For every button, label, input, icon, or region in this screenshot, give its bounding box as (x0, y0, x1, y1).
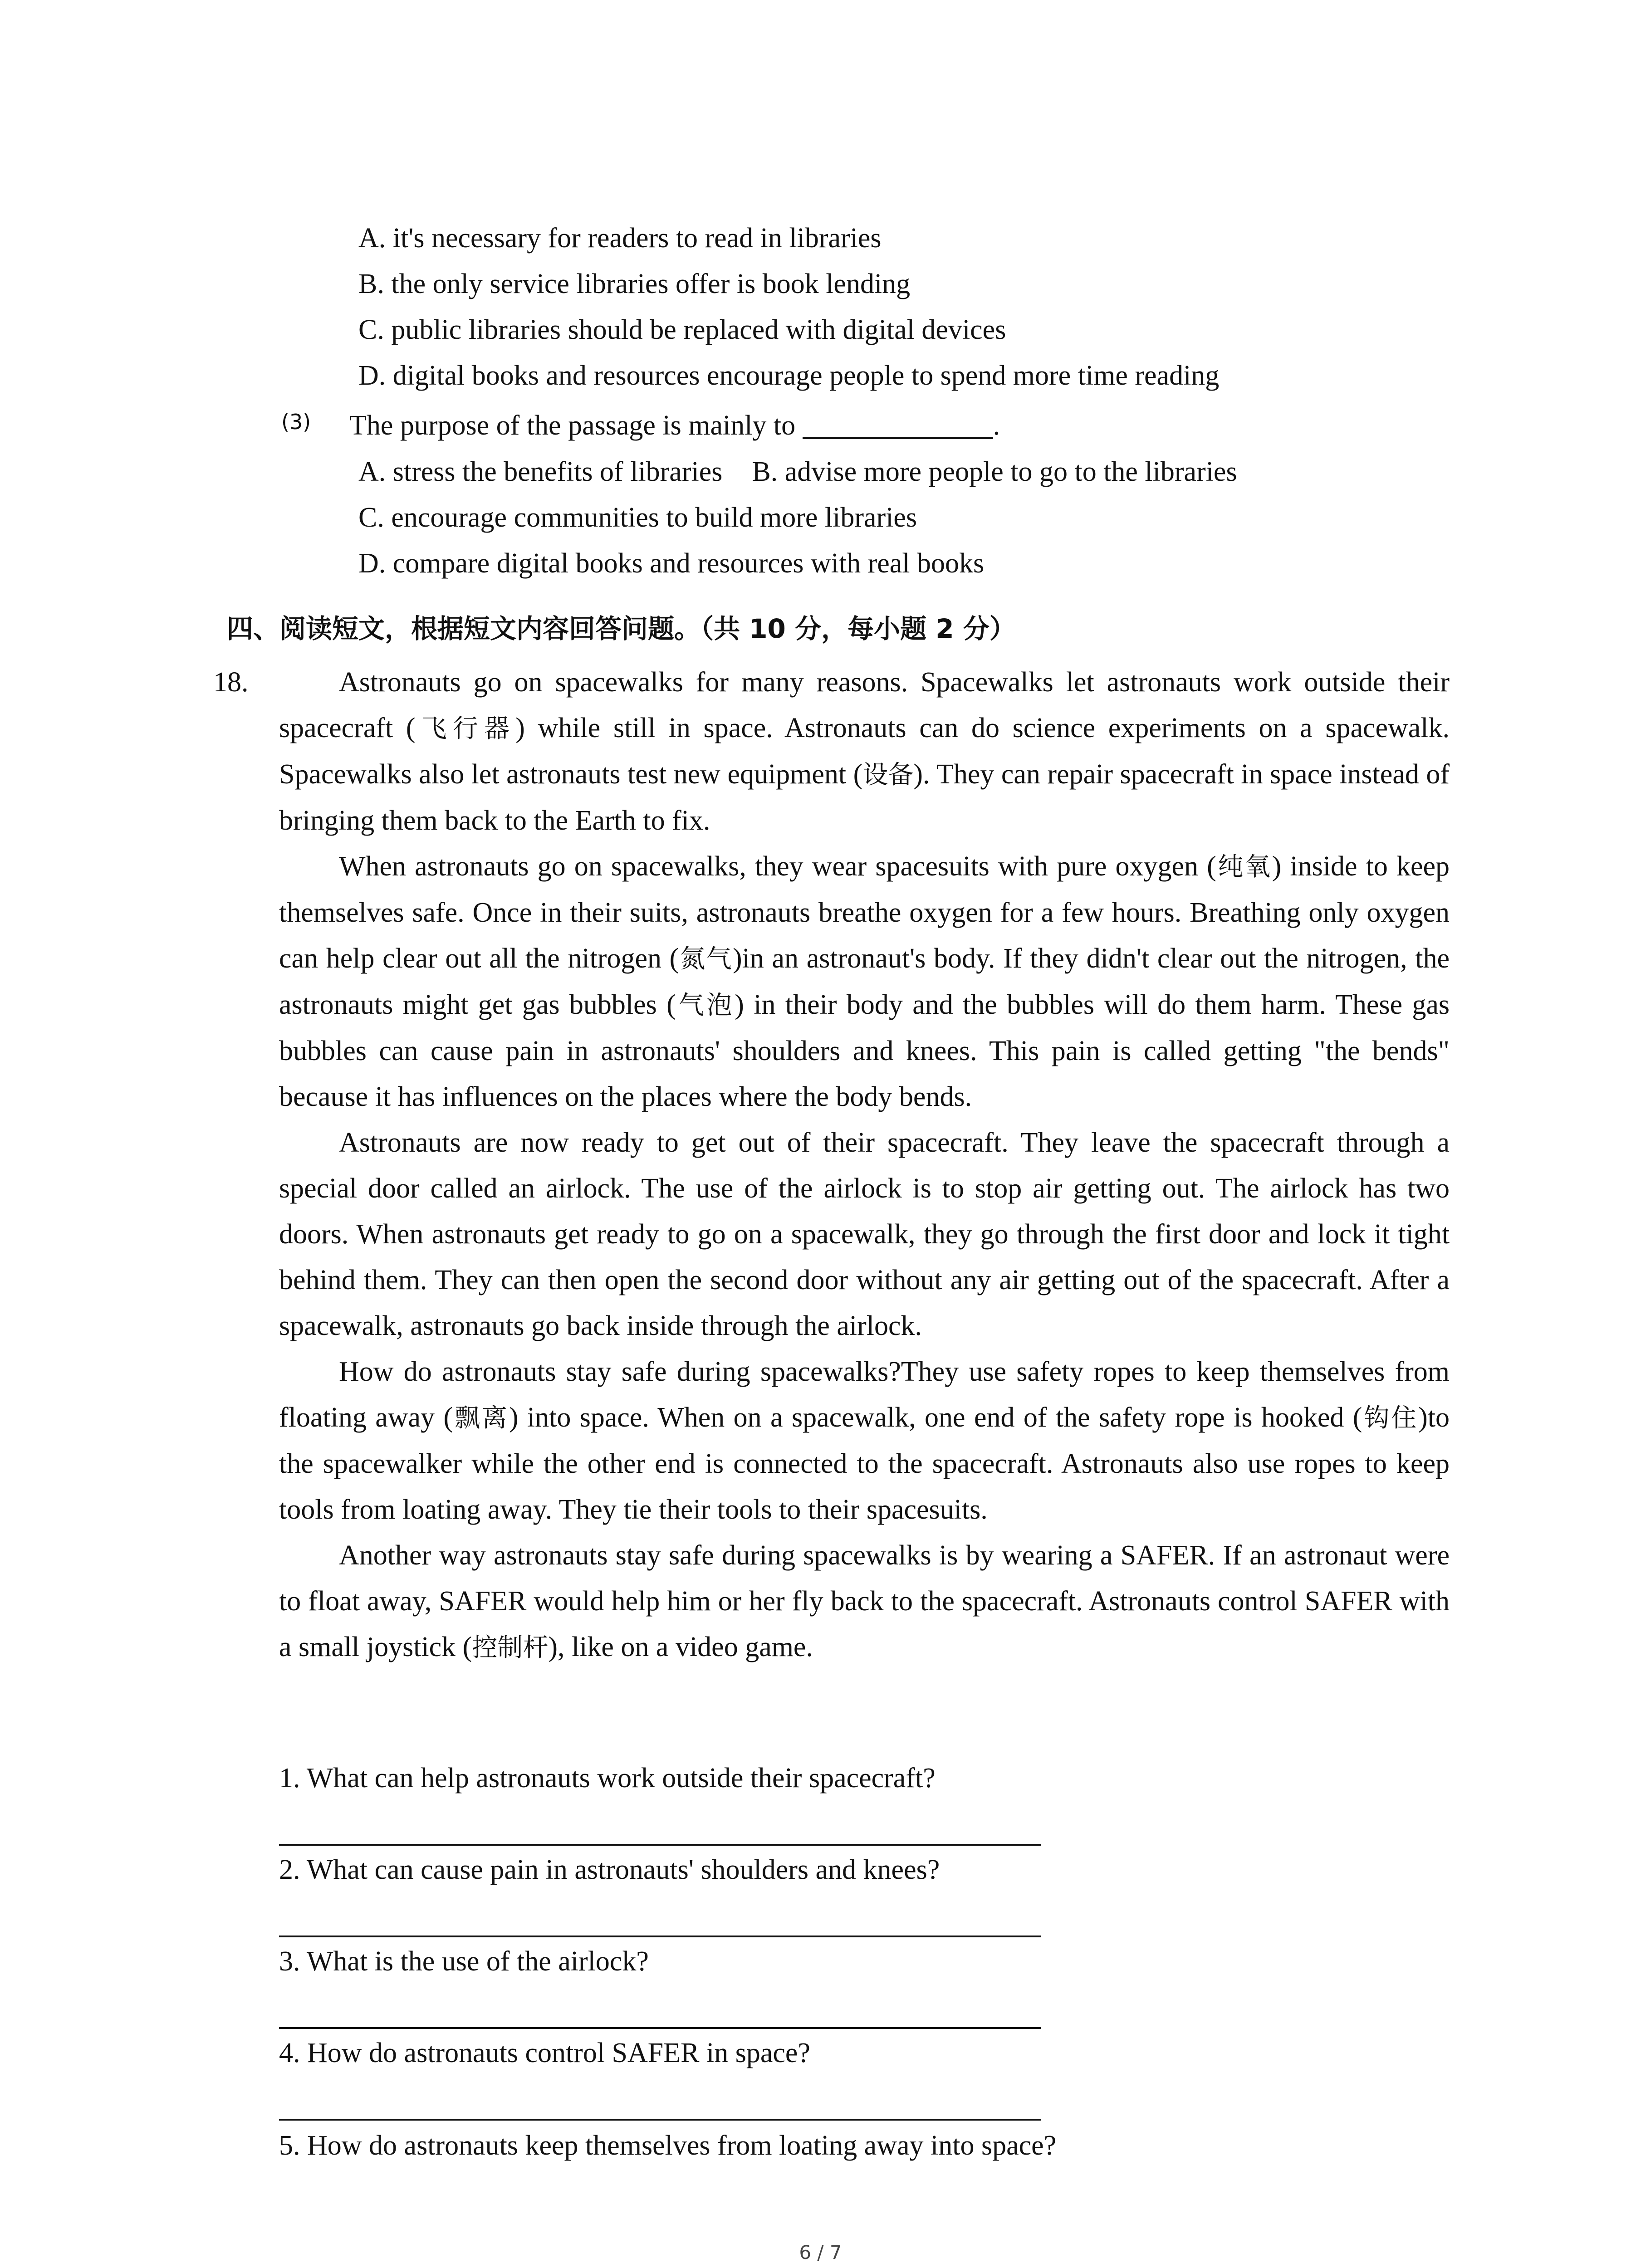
q17-3-option-b: B. advise more people to go to the libraries (752, 456, 1237, 487)
passage-text: ) in their body and the bubbles will do them harm. These gas bubbles can cause pain in astronauts' shoulders and knees. This pain is called getting "the bends" because it has influences on the places where the body bends. (279, 989, 1450, 1112)
passage-paragraph (279, 1533, 1450, 1671)
answer-line-4[interactable] (279, 2119, 1041, 2121)
passage-paragraph (279, 660, 1450, 844)
q17-2-option-d: D. digital books and resources encourage people to spend more time reading (358, 360, 1220, 391)
passage-text: )to the spacewalker while the other end is connected to the spacecraft. Astronauts also use ropes to keep tools from loating away. They tie their tools to their spacesuits. (279, 1402, 1450, 1525)
passage-text: ), like on a video game. (548, 1632, 813, 1662)
q17-3-option-d: D. compare digital books and resources with real books (358, 548, 985, 579)
answer-line-1[interactable] (279, 1844, 1041, 1846)
passage-text: ) while still in space. Astronauts can do science experiments on a spacewalk. Spacewalks also let astronauts test new equipment ( (279, 713, 1450, 790)
q17-3-number: (3) (281, 410, 311, 434)
question-2: 2. What can cause pain in astronauts' shoulders and knees? (279, 1854, 940, 1885)
q17-2-option-c: C. public libraries should be replaced with digital devices (358, 314, 1006, 345)
passage-text: Astronauts go on spacewalks for many reasons. Spacewalks let astronauts work outside their spacecraft ( (279, 667, 1450, 743)
q17-3-answer-blank[interactable] (803, 410, 993, 439)
chinese-gloss: 设备 (862, 760, 914, 790)
chinese-gloss: 氮气 (679, 944, 733, 974)
section-4-heading: 四、阅读短文，根据短文内容回答问题。（共 10 分，每小题 2 分） (227, 613, 1016, 644)
passage-text: When astronauts go on spacewalks, they wear spacesuits with pure oxygen ( (339, 851, 1216, 882)
answer-line-2[interactable] (279, 1936, 1041, 1937)
answer-line-3[interactable] (279, 2027, 1041, 2029)
q17-3-options-ab (358, 449, 1237, 495)
passage-text: ). They can repair spacecraft in space instead of bringing them back to the Earth to fix. (279, 759, 1450, 836)
passage-text: ) inside to keep themselves safe. Once in their suits, astronauts breathe oxygen for a few hours. Breathing only oxygen can help clear out all the nitrogen ( (279, 851, 1450, 974)
q17-3-option-c: C. encourage communities to build more libraries (358, 502, 917, 533)
passage-text: Another way astronauts stay safe during spacewalks is by wearing a SAFER. If an astronaut were to float away, SAFER would help him or her fly back to the spacecraft. Astronauts control SAFER with a small joystick ( (279, 1540, 1450, 1662)
reading-passage (279, 660, 1450, 1671)
passage-paragraph (279, 1349, 1450, 1533)
passage-text: ) into space. When on a spacewalk, one end of the safety rope is hooked ( (509, 1402, 1362, 1433)
q17-2-option-a: A. it's necessary for readers to read in libraries (358, 223, 882, 254)
question-4: 4. How do astronauts control SAFER in space? (279, 2038, 810, 2068)
q18-number: 18. (213, 667, 249, 698)
page-number: 6 / 7 (799, 2241, 842, 2263)
passage-text: )in an astronaut's body. If they didn't clear out the nitrogen, the astronauts might get gas bubbles ( (279, 943, 1450, 1020)
question-1: 1. What can help astronauts work outside their spacecraft? (279, 1763, 936, 1794)
chinese-gloss: 飘离 (453, 1403, 509, 1433)
chinese-gloss: 钩住 (1362, 1403, 1419, 1433)
passage-paragraph (279, 1120, 1450, 1349)
chinese-gloss: 气泡 (676, 991, 735, 1020)
passage-paragraph (279, 844, 1450, 1120)
q17-3-stem: The purpose of the passage is mainly to (349, 410, 796, 441)
q17-3-stem-end: . (993, 410, 1000, 441)
q17-3-stem-wrap (349, 403, 1000, 449)
q17-3-option-a: A. stress the benefits of libraries (358, 456, 723, 487)
chinese-gloss: 飞行器 (415, 714, 516, 743)
chinese-gloss: 纯氧 (1216, 852, 1272, 882)
passage-text: How do astronauts stay safe during spacewalks?They use safety ropes to keep themselves from floating away ( (279, 1356, 1450, 1433)
question-3: 3. What is the use of the airlock? (279, 1946, 649, 1977)
chinese-gloss: 控制杆 (472, 1633, 549, 1662)
q17-2-option-b: B. the only service libraries offer is book lending (358, 269, 911, 299)
question-5: 5. How do astronauts keep themselves from loating away into space? (279, 2130, 1057, 2161)
passage-text: Astronauts are now ready to get out of their spacecraft. They leave the spacecraft through a special door called an airlock. The use of the airlock is to stop air getting out. The airlock has two doors. When astronauts get ready to go on a spacewalk, they go through the first door and lock it tight behind them. They can then open the second door without any air getting out of the spacecraft. After a spacewalk, astronauts go back inside through the airlock. (279, 1127, 1450, 1341)
